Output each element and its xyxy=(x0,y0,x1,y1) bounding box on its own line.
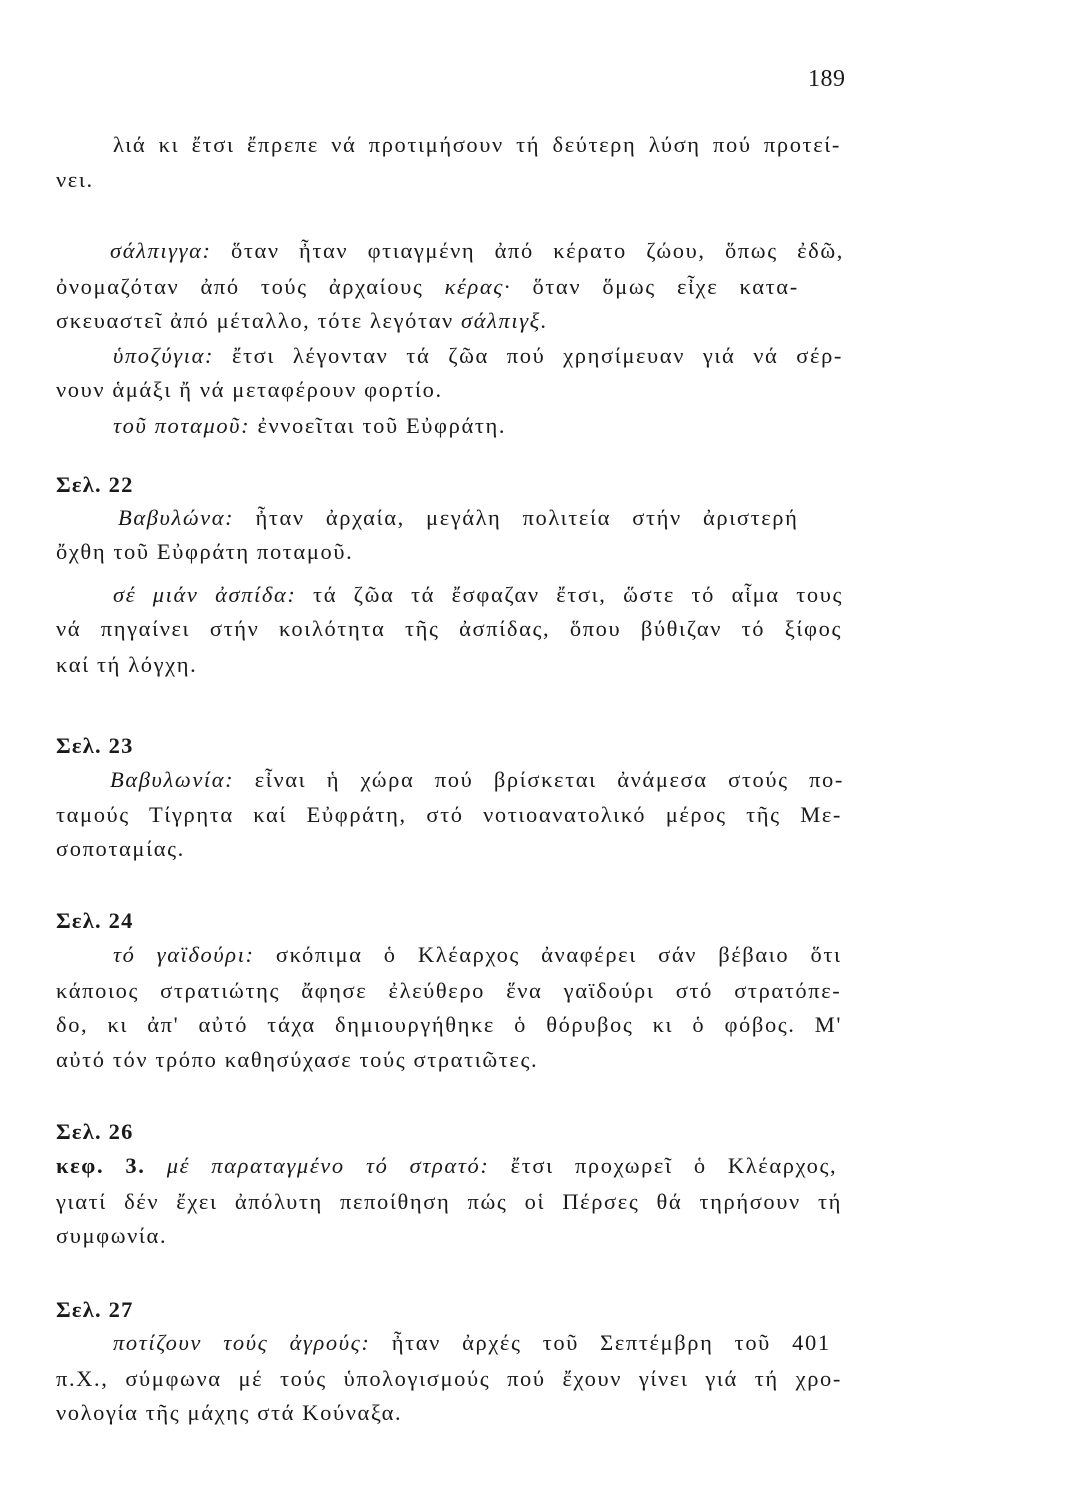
text-segment: σκευαστεῖ ἀπό μέταλλο, τότε λεγόταν xyxy=(56,308,462,333)
text-line xyxy=(113,130,841,160)
text-segment: ἦταν ἀρχαία, μεγάλη πολιτεία στήν ἀριστερή xyxy=(234,505,799,530)
text-segment: λιά κι ἔτσι ἔπρεπε νά προτιμήσουν τή δεύτερη λύση πού προτεί- xyxy=(113,132,841,157)
term-italic: Βαβυλωνία: xyxy=(110,767,235,792)
text-segment: κάποιος στρατιώτης ἄφησε ἐλεύθερο ἕνα γαϊδούρι στό στρατόπε- xyxy=(56,978,842,1003)
text-segment: νά πηγαίνει στήν κοιλότητα τῆς ἀσπίδας, ὅπου βύθιζαν τό ξίφος xyxy=(56,616,842,641)
text-line xyxy=(56,306,548,336)
text-line xyxy=(56,375,443,405)
term-italic: ὑποζύγια: xyxy=(113,343,215,368)
section-heading xyxy=(56,731,134,761)
term-italic: ποτίζουν τούς ἀγρούς: xyxy=(113,1330,371,1355)
text-line xyxy=(113,411,506,441)
text-segment: ἐννοεῖται τοῦ Εὐφράτη. xyxy=(250,413,507,438)
text-segment: σοποταμίας. xyxy=(56,836,185,861)
text-line xyxy=(56,834,185,864)
text-segment: ἔτσι λέγονταν τά ζῶα πού χρησίμευαν γιά νά σέρ- xyxy=(214,343,843,368)
text-line xyxy=(56,800,842,830)
text-segment: αὐτό τόν τρόπο καθησύχασε τούς στρατιῶτες. xyxy=(56,1047,539,1072)
text-segment: ἦταν ἀρχές τοῦ Σεπτέμβρη τοῦ 401 xyxy=(370,1330,831,1355)
text-line xyxy=(56,1398,402,1428)
text-segment: Σελ. 23 xyxy=(56,733,134,758)
text-line xyxy=(110,765,844,795)
page-number: 189 xyxy=(808,66,846,92)
text-segment: εἶναι ἡ χώρα πού βρίσκεται ἀνάμεσα στούς πο- xyxy=(234,767,844,792)
chapter-ref: κεφ. 3. xyxy=(56,1153,146,1178)
text-line xyxy=(56,165,94,195)
text-segment: Σελ. 22 xyxy=(56,472,134,497)
text-segment: νουν ἁμάξι ἤ νά μεταφέρουν φορτίο. xyxy=(56,377,443,402)
text-segment: τά ζῶα τά ἔσφαζαν ἔτσι, ὥστε τό αἷμα τους xyxy=(296,582,843,607)
term-italic: Βαβυλώνα: xyxy=(118,505,235,530)
text-line xyxy=(56,272,799,302)
term-italic: σάλπιγγα: xyxy=(110,238,212,263)
section-heading xyxy=(56,470,134,500)
text-segment xyxy=(145,1153,166,1178)
text-segment: καί τή λόγχη. xyxy=(56,652,198,677)
text-line xyxy=(113,940,842,970)
text-segment: Σελ. 26 xyxy=(56,1119,134,1144)
text-line xyxy=(56,1151,837,1181)
text-line xyxy=(113,341,843,371)
text-segment: ὅταν ἦταν φτιαγμένη ἀπό κέρατο ζώου, ὅπως ἐδῶ, xyxy=(211,238,844,263)
term-italic: τοῦ ποταμοῦ: xyxy=(113,413,251,438)
text-segment: δο, κι ἀπ' αὐτό τάχα δημιουργήθηκε ὁ θόρυβος κι ὁ φόβος. Μ' xyxy=(56,1012,842,1037)
term-italic: μέ παραταγμένο τό στρατό: xyxy=(166,1153,490,1178)
text-segment: π.Χ., σύμφωνα μέ τούς ὑπολογισμούς πού ἔχουν γίνει γιά τή χρο- xyxy=(56,1366,842,1391)
text-segment: ὅταν ὅμως εἶχε κατα- xyxy=(511,274,799,299)
text-line xyxy=(113,580,843,610)
text-segment: Σελ. 27 xyxy=(56,1297,134,1322)
text-line xyxy=(118,503,798,533)
text-line xyxy=(56,976,841,1006)
text-line xyxy=(56,1187,842,1217)
text-segment: σκόπιμα ὁ Κλέαρχος ἀναφέρει σάν βέβαιο ὅτι xyxy=(254,942,842,967)
text-segment: γιατί δέν ἔχει ἀπόλυτη πεποίθηση πώς οἱ Πέρσες θά τηρήσουν τή xyxy=(56,1189,842,1214)
text-line xyxy=(56,1045,538,1075)
text-segment: νολογία τῆς μάχης στά Κούναξα. xyxy=(56,1400,403,1425)
text-line xyxy=(113,1328,831,1358)
text-segment: Σελ. 24 xyxy=(56,908,134,933)
section-heading xyxy=(56,1117,134,1147)
text-line xyxy=(56,650,197,680)
text-segment: ἔτσι προχωρεῖ ὁ Κλέαρχος, xyxy=(489,1153,838,1178)
section-heading xyxy=(56,906,134,936)
text-segment: ὀνομαζόταν ἀπό τούς ἀρχαίους xyxy=(56,274,445,299)
text-line xyxy=(110,236,844,266)
term-italic: κέρας· xyxy=(444,274,512,299)
section-heading xyxy=(56,1295,134,1325)
text-line xyxy=(56,1221,167,1251)
text-line xyxy=(56,1364,842,1394)
text-segment: ὄχθη τοῦ Εὐφράτη ποταμοῦ. xyxy=(56,539,354,564)
term-italic: τό γαϊδούρι: xyxy=(113,942,255,967)
text-line xyxy=(56,1010,842,1040)
term-italic: σέ μιάν ἀσπίδα: xyxy=(113,582,297,607)
text-segment: ταμούς Τίγρητα καί Εὐφράτη, στό νοτιοανατολικό μέρος τῆς Με- xyxy=(56,802,842,827)
term-italic: σάλπιγξ. xyxy=(461,308,549,333)
text-line xyxy=(56,614,842,644)
text-segment: νει. xyxy=(56,167,94,192)
text-segment: συμφωνία. xyxy=(56,1223,168,1248)
text-line xyxy=(56,537,353,567)
